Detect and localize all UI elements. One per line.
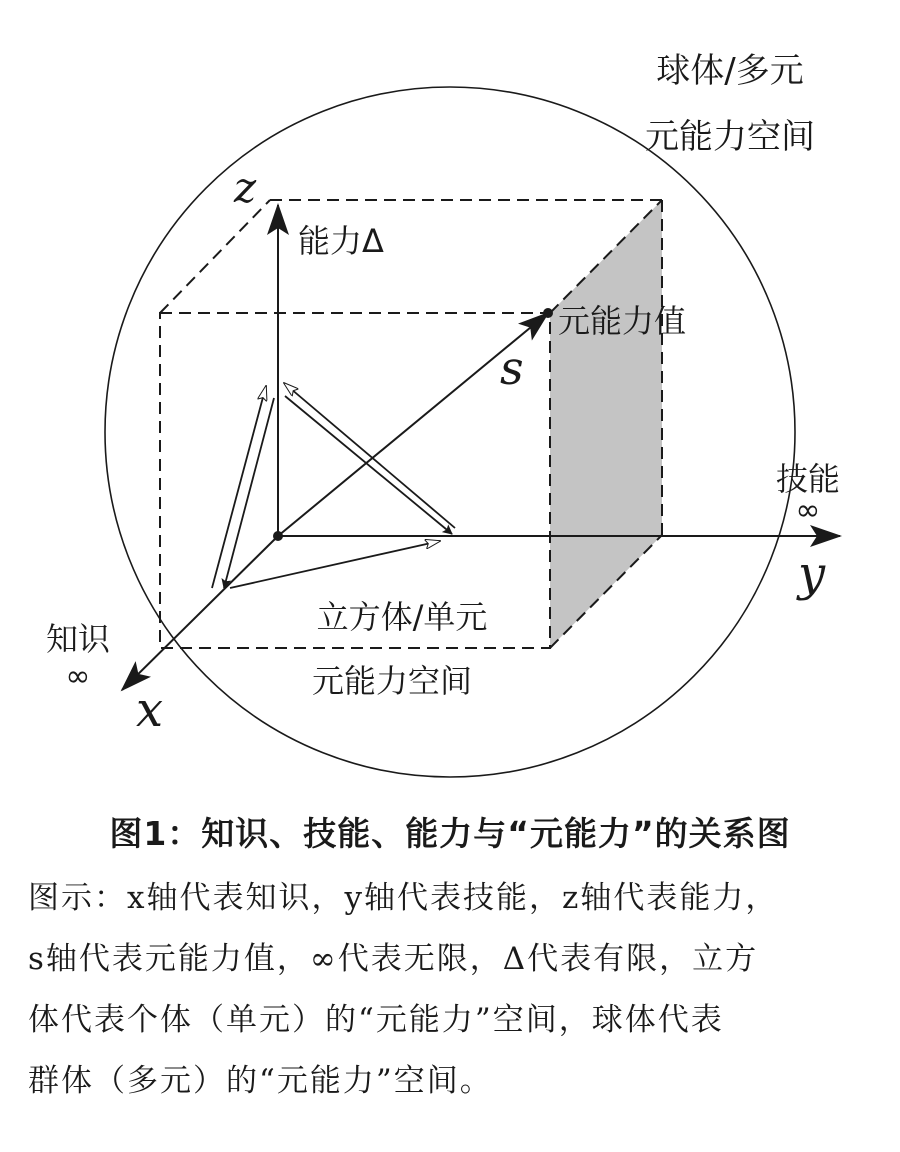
x-axis-letter: x — [136, 682, 164, 738]
s-vector-letter: s — [500, 341, 524, 395]
meta-ability-point — [543, 308, 553, 318]
figure-title: 图1：知识、技能、能力与“元能力”的关系图 — [109, 814, 791, 853]
description-line-2: s轴代表元能力值，∞代表无限，Δ代表有限，立方 — [28, 941, 759, 977]
y-axis-label: 技能 — [775, 460, 841, 498]
y-axis-infinity: ∞ — [795, 493, 821, 528]
sphere-label-line1: 球体/多元 — [656, 51, 804, 91]
sphere-label-line2: 元能力空间 — [645, 117, 815, 157]
y-axis-letter: y — [798, 546, 826, 602]
z-axis-label: 能力Δ — [298, 222, 384, 260]
x-axis-infinity: ∞ — [65, 659, 91, 694]
x-axis-label: 知识 — [45, 620, 111, 658]
cube-label-line1: 立方体/单元 — [316, 598, 488, 636]
s-vector-label: 元能力值 — [558, 302, 687, 340]
double-arrows — [212, 383, 455, 588]
description-line-3: 体代表个体（单元）的“元能力”空间，球体代表 — [28, 1002, 724, 1038]
figure-description — [28, 868, 878, 1112]
z-axis-letter: z — [234, 163, 257, 212]
x-axis — [122, 536, 278, 690]
description-line-4: 群体（多元）的“元能力”空间。 — [28, 1063, 493, 1099]
cube-shaded-face — [550, 200, 662, 648]
description-line-1: 图示：x轴代表知识，y轴代表技能，z轴代表能力， — [28, 880, 779, 916]
cube-label-line2: 元能力空间 — [311, 662, 473, 700]
